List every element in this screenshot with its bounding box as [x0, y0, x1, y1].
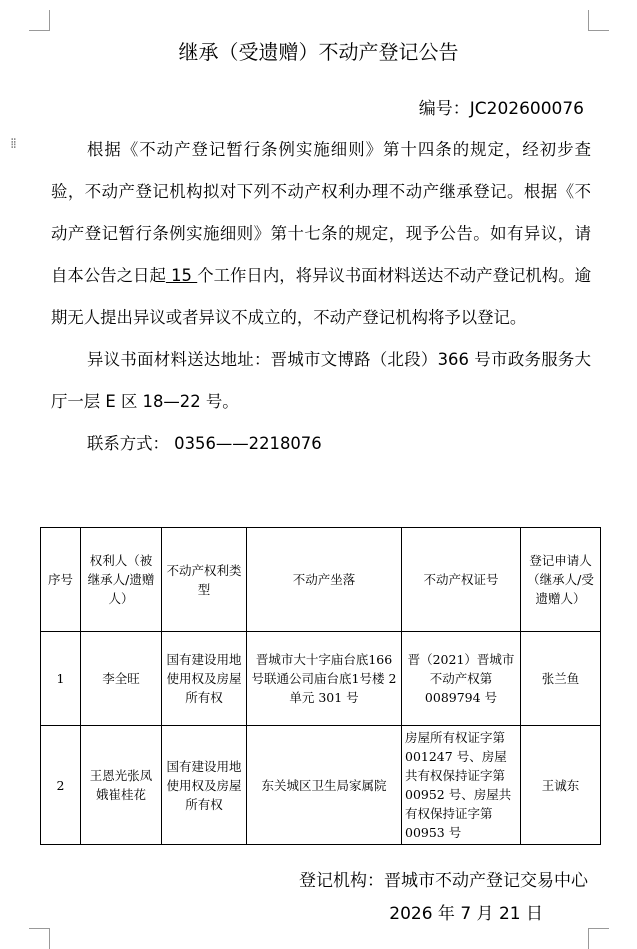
paragraph-contact: 联系方式： 0356——2218076: [87, 434, 322, 453]
registration-authority: 登记机构：晋城市不动产登记交易中心: [299, 871, 588, 891]
header-right-type: 不动产权利类型: [162, 528, 247, 632]
header-seq: 序号: [41, 528, 81, 632]
paragraph-legal-basis-end: 个工作日内，将异议书面材料送达不动产登记机构。逾期无人提出异议或者异议不成立的，不动产登记机构将予以登记。: [51, 266, 592, 327]
cell-location: 东关城区卫生局家属院: [247, 726, 402, 845]
cell-seq: 1: [41, 632, 81, 726]
cell-certificate: 房屋所有权证字第 001247 号、房屋共有权保持证字第 00952 号、房屋共有权保持证字第 00953 号: [402, 726, 521, 845]
announcement-body: [51, 129, 591, 465]
cell-applicant: 张兰鱼: [521, 632, 601, 726]
announcement-date: 2026 年 7 月 21 日: [389, 904, 543, 924]
cell-location: 晋城市大十字庙台底166 号联通公司庙台底1号楼 2 单元 301 号: [247, 632, 402, 726]
table-header-row: [41, 528, 601, 632]
header-location: 不动产坐落: [247, 528, 402, 632]
header-applicant: 登记申请人（继承人/受遗赠人）: [521, 528, 601, 632]
cell-right-type: 国有建设用地使用权及房屋所有权: [162, 632, 247, 726]
header-certificate: 不动产权证号: [402, 528, 521, 632]
header-holder: 权利人（被继承人/遗赠人）: [81, 528, 162, 632]
cell-applicant: 王诚东: [521, 726, 601, 845]
crop-mark-top-left: [29, 10, 50, 31]
paragraph-legal-basis: [51, 129, 591, 339]
cell-certificate: 晋（2021）晋城市不动产权第0089794 号: [402, 632, 521, 726]
drag-handle-icon[interactable]: ⁞⁞: [10, 136, 15, 152]
table-row: [41, 632, 601, 726]
cell-right-type: 国有建设用地使用权及房屋所有权: [162, 726, 247, 845]
page-title: 继承（受遗赠）不动产登记公告: [178, 40, 459, 64]
cell-holder: 王恩光张凤娥崔桂花: [81, 726, 162, 845]
paragraph-legal-basis-start: 根据《不动产登记暂行条例实施细则》第十四条的规定，经初步查验，不动产登记机构拟对下列不动产权利办理不动产继承登记。根据《不动产登记暂行条例实施细则》第十七条的规定，现予公告。如有异议，请自本公告之日起: [51, 140, 591, 285]
document-number: 编号：JC202600076: [418, 99, 584, 119]
cell-holder: 李全旺: [81, 632, 162, 726]
property-table: [40, 527, 601, 845]
table-row: [41, 726, 601, 845]
cell-seq: 2: [41, 726, 81, 845]
crop-mark-top-right: [588, 10, 609, 31]
paragraph-address: 异议书面材料送达地址：晋城市文博路（北段）366 号市政务服务大厅一层 E 区 18—22 号。: [51, 350, 591, 411]
objection-days: 15: [165, 266, 198, 285]
